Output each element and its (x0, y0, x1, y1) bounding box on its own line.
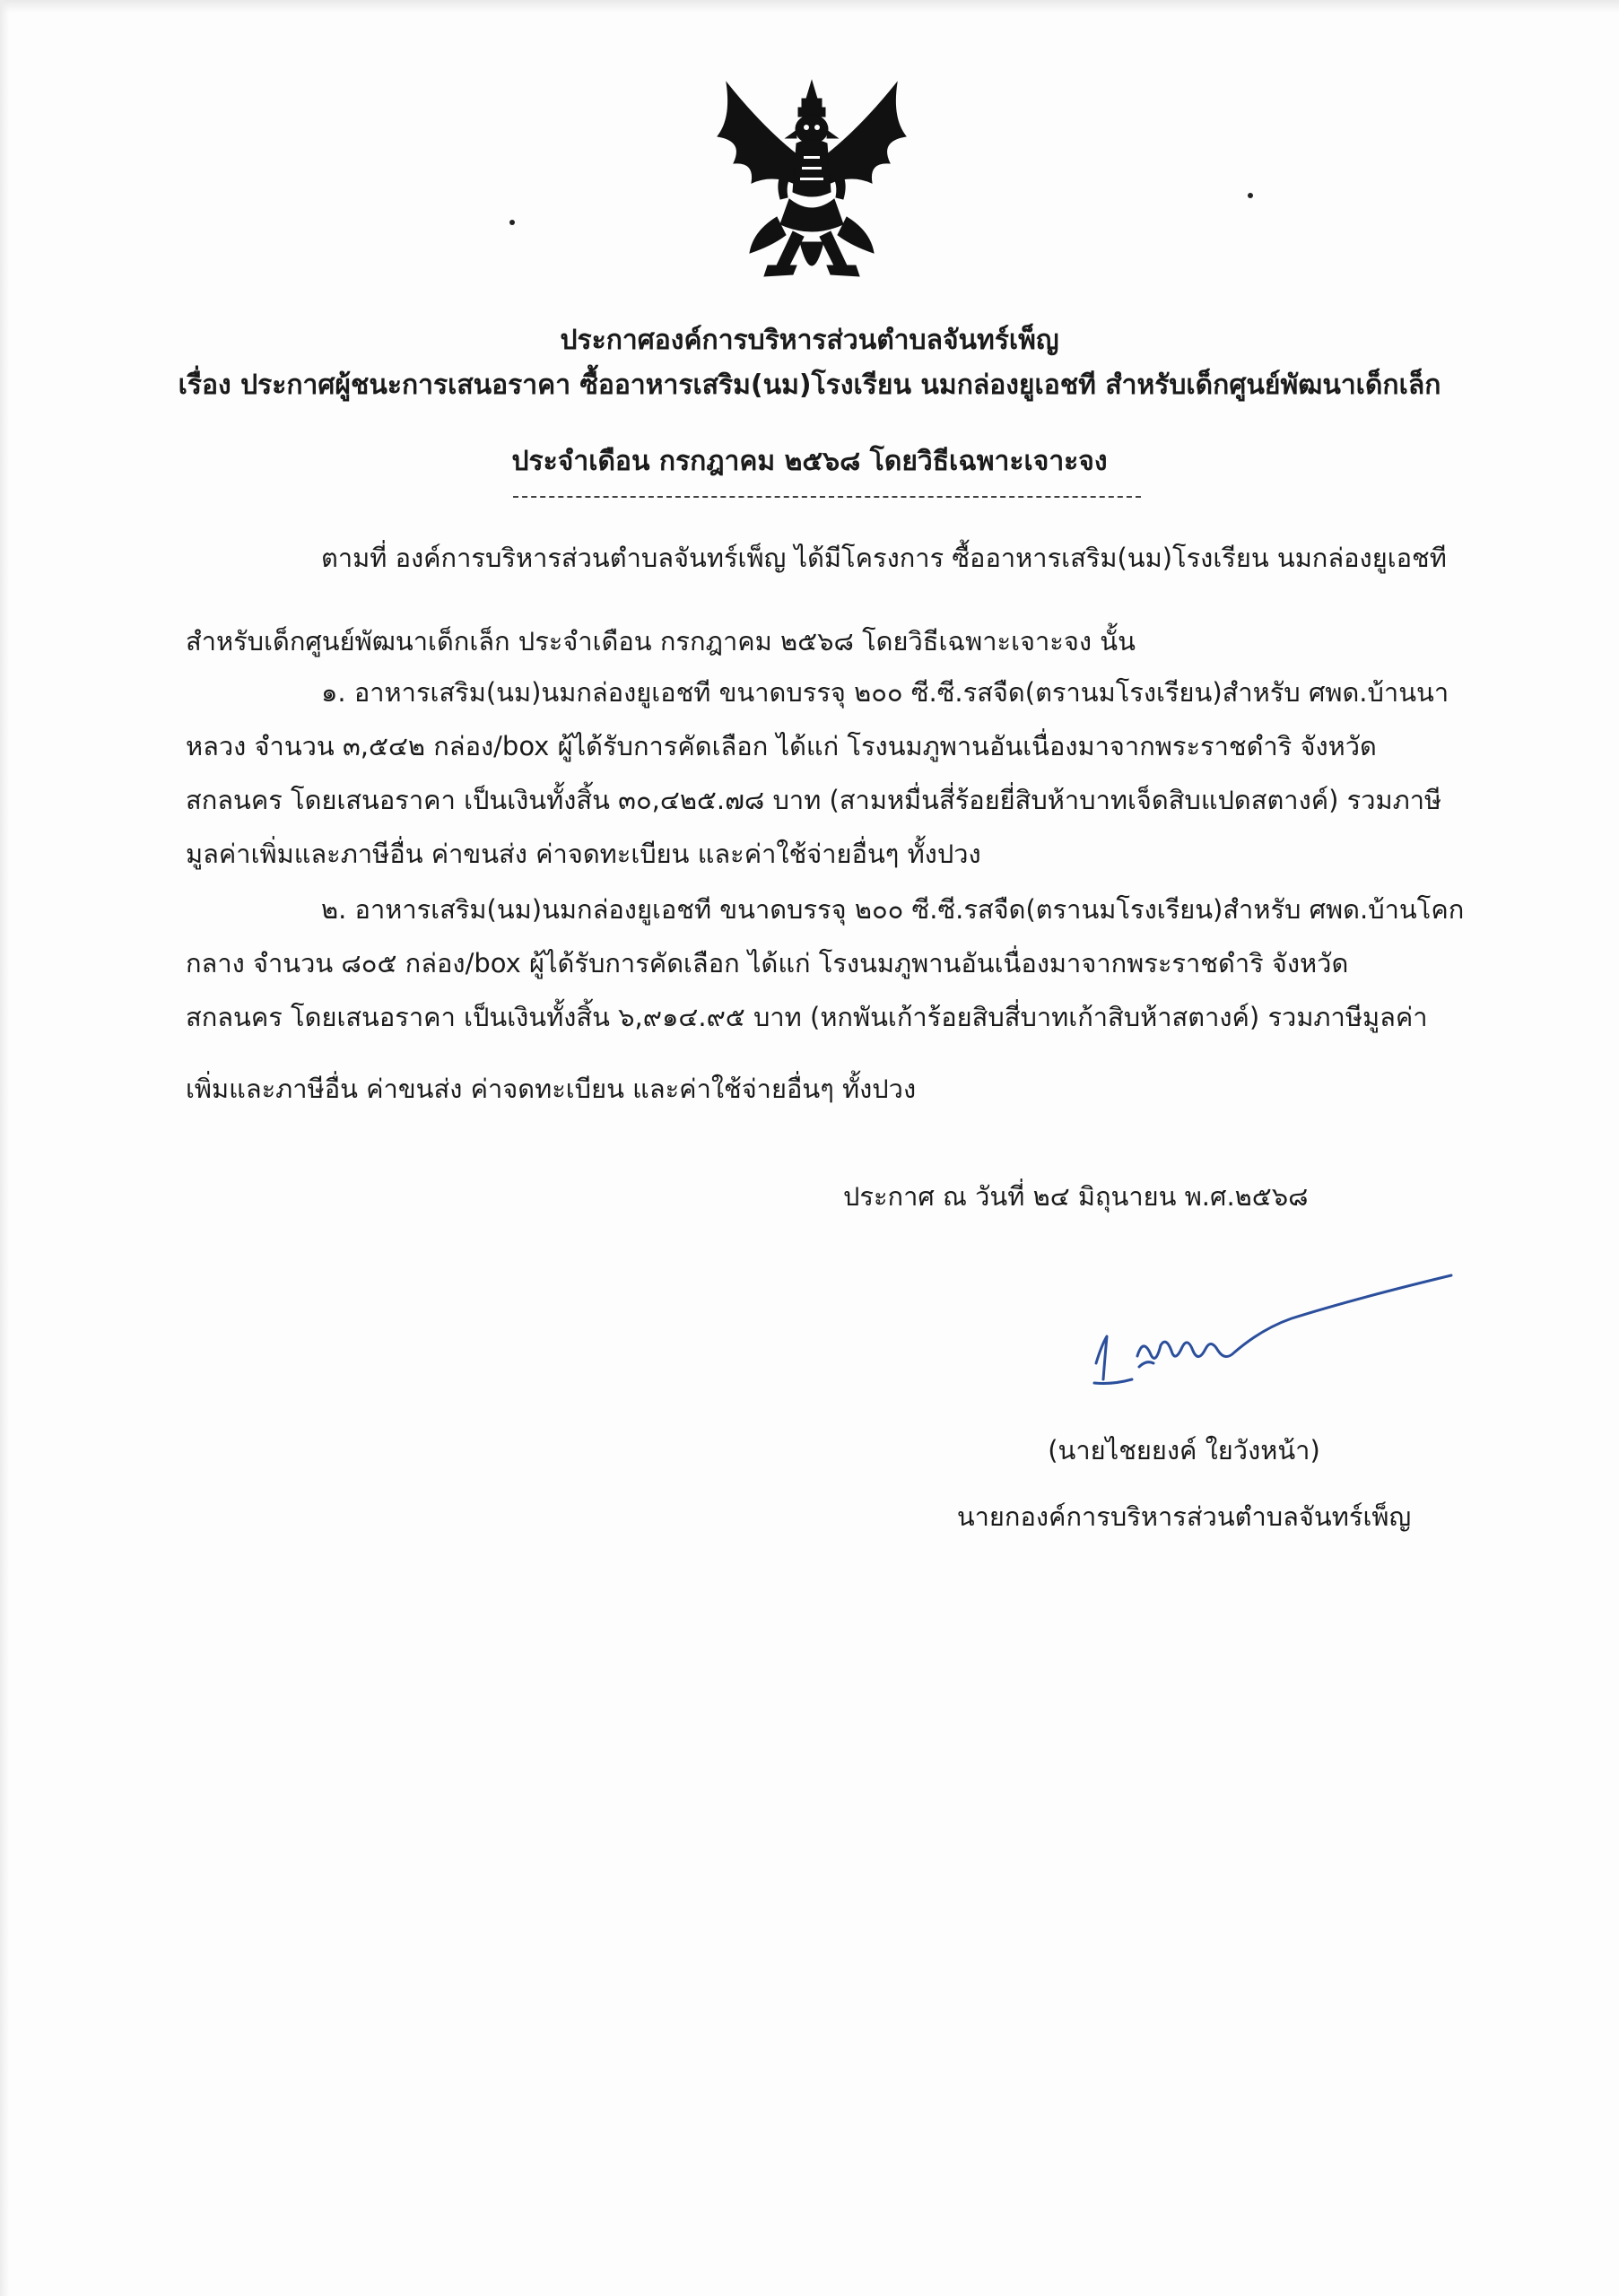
item1-line-2: หลวง จำนวน ๓,๕๔๒ กล่อง/box ผู้ได้รับการคัดเลือก ได้แก่ โรงนมภูพานอันเนื่องมาจากพระราชดำริ จังหวัด (186, 731, 1377, 761)
intro-line-2: สำหรับเด็กศูนย์พัฒนาเด็กเล็ก ประจำเดือน กรกฎาคม ๒๕๖๘ โดยวิธีเฉพาะเจาะจง นั้น (186, 626, 1136, 657)
item1-line-3: สกลนคร โดยเสนอราคา เป็นเงินทั้งสิ้น ๓๐,๔๒๕.๗๘ บาท (สามหมื่นสี่ร้อยยี่สิบห้าบาทเจ็ดสิบแปดสตางค์) รวมภาษี (186, 785, 1442, 815)
item2-line-3: สกลนคร โดยเสนอราคา เป็นเงินทั้งสิ้น ๖,๙๑๔.๙๕ บาท (หกพันเก้าร้อยสิบสี่บาทเก้าสิบห้าสตางค์) รวมภาษีมูลค่า (186, 1002, 1428, 1032)
scan-speck (1248, 193, 1253, 198)
intro-line-1: ตามที่ องค์การบริหารส่วนตำบลจันทร์เพ็ญ ได้มีโครงการ ซื้ออาหารเสริม(นม)โรงเรียน นมกล่องยูเอชที (321, 543, 1447, 573)
item1-line-4: มูลค่าเพิ่มและภาษีอื่น ค่าขนส่ง ค่าจดทะเบียน และค่าใช้จ่ายอื่นๆ ทั้งปวง (186, 839, 981, 869)
announce-date: ประกาศ ณ วันที่ ๒๔ มิถุนายน พ.ศ.๒๕๖๘ (843, 1181, 1309, 1212)
signature-icon (1085, 1274, 1462, 1395)
item2-line-4: เพิ่มและภาษีอื่น ค่าขนส่ง ค่าจดทะเบียน และค่าใช้จ่ายอื่นๆ ทั้งปวง (186, 1074, 917, 1104)
scan-speck (509, 220, 515, 225)
authority-title: ประกาศองค์การบริหารส่วนตำบลจันทร์เพ็ญ (560, 325, 1059, 356)
item1-line-1: ๑. อาหารเสริม(นม)นมกล่องยูเอชที ขนาดบรรจุ ๒๐๐ ซี.ซี.รสจืด(ตรานมโรงเรียน)สำหรับ ศพด.บ้านนา (321, 677, 1449, 708)
garuda-emblem-icon (700, 74, 924, 293)
subject-line-1: เรื่อง ประกาศผู้ชนะการเสนอราคา ซื้ออาหารเสริม(นม)โรงเรียน นมกล่องยูเอชที สำหรับเด็กศูนย์พัฒนาเด็กเล็ก (178, 370, 1441, 401)
item2-line-2: กลาง จำนวน ๘๐๕ กล่อง/box ผู้ได้รับการคัดเลือก ได้แก่ โรงนมภูพานอันเนื่องมาจากพระราชดำริ จังหวัด (186, 948, 1349, 978)
header-separator (513, 496, 1141, 498)
subject-line-2: ประจำเดือน กรกฎาคม ๒๕๖๘ โดยวิธีเฉพาะเจาะจง (511, 446, 1108, 477)
item2-line-1: ๒. อาหารเสริม(นม)นมกล่องยูเอชที ขนาดบรรจุ ๒๐๐ ซี.ซี.รสจืด(ตรานมโรงเรียน)สำหรับ ศพด.บ้านโคก (321, 894, 1465, 925)
signer-name: (นายไชยยงค์ ใยวังหน้า) (1048, 1435, 1320, 1465)
scan-edge-top (0, 0, 1619, 13)
signer-position: นายกองค์การบริหารส่วนตำบลจันทร์เพ็ญ (956, 1501, 1412, 1532)
